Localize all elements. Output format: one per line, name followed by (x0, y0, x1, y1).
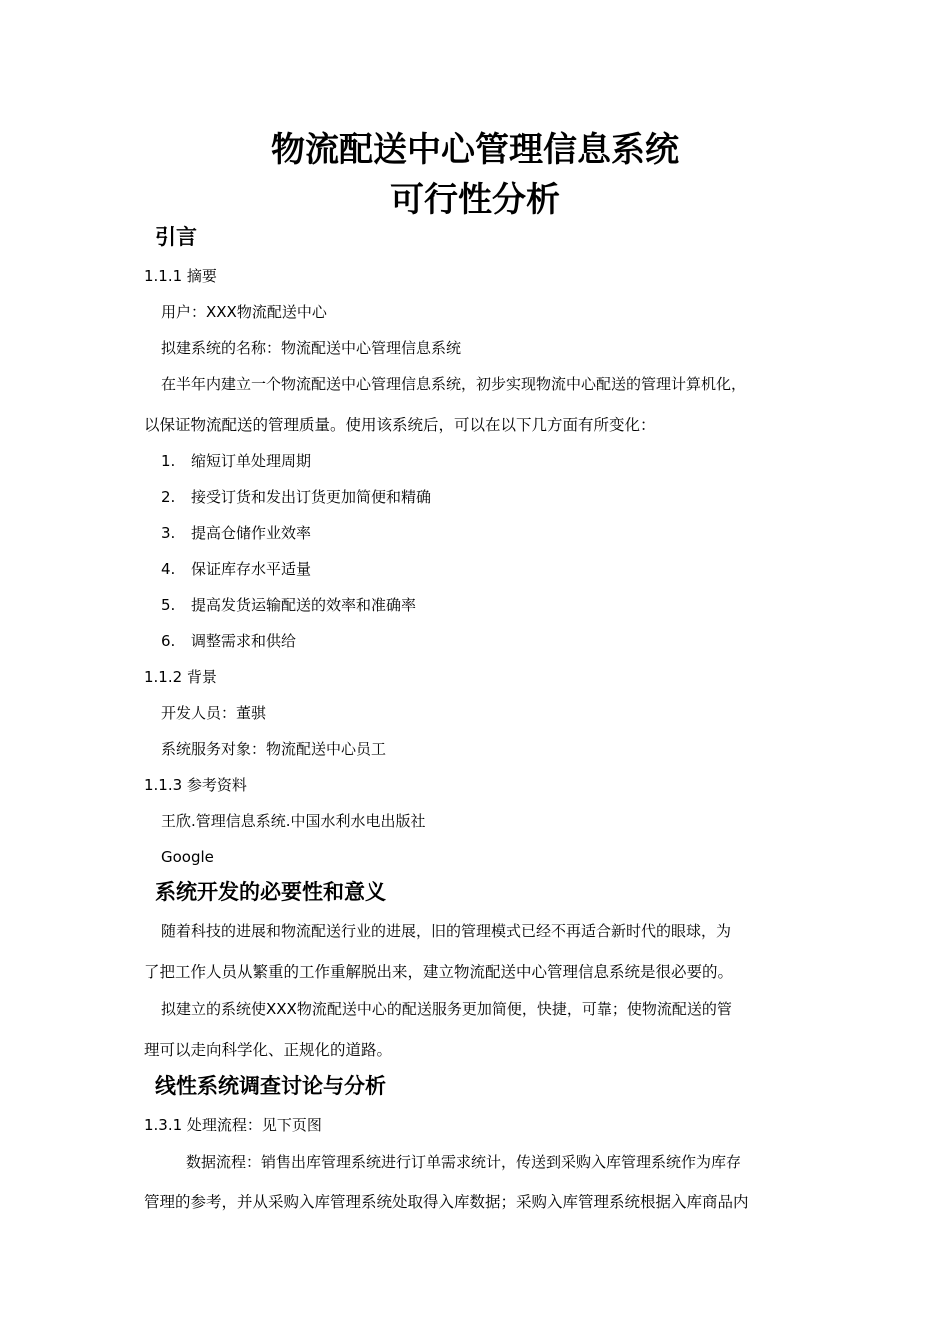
list-item-text: 调整需求和供给 (191, 632, 297, 650)
summary-paragraph-line2: 以保证物流配送的管理质量。使用该系统后，可以在以下几方面有所变化： (144, 416, 656, 434)
background-developer: 开发人员：董骐 (161, 704, 267, 722)
subsection-heading-references: 1.1.3 参考资料 (144, 776, 247, 794)
section-heading-necessity: 系统开发的必要性和意义 (155, 880, 386, 904)
subsection-heading-background: 1.1.2 背景 (144, 668, 217, 686)
list-item-number: 4. (161, 560, 176, 578)
subsection-heading-summary: 1.1.1 摘要 (144, 267, 217, 285)
summary-user: 用户：XXX物流配送中心 (161, 303, 327, 321)
list-item-number: 3. (161, 524, 176, 542)
section-heading-intro: 引言 (155, 225, 197, 249)
section-heading-survey: 线性系统调查讨论与分析 (155, 1074, 386, 1098)
list-item-text: 保证库存水平适量 (191, 560, 312, 578)
list-item-number: 5. (161, 596, 176, 614)
background-audience: 系统服务对象：物流配送中心员工 (161, 740, 387, 758)
data-flow-paragraph-line1: 数据流程：销售出库管理系统进行订单需求统计，传送到采购入库管理系统作为库存 (186, 1153, 742, 1171)
list-item-text: 缩短订单处理周期 (191, 452, 312, 470)
list-item-text: 提高仓储作业效率 (191, 524, 312, 542)
list-item-text: 提高发货运输配送的效率和准确率 (191, 596, 417, 614)
document-title-line2: 可行性分析 (390, 180, 560, 220)
necessity-paragraph2-line1: 拟建立的系统使XXX物流配送中心的配送服务更加简便，快捷，可靠；使物流配送的管 (161, 1000, 732, 1018)
summary-paragraph-line1: 在半年内建立一个物流配送中心管理信息系统，初步实现物流中心配送的管理计算机化， (161, 375, 747, 393)
list-item (161, 595, 416, 615)
necessity-paragraph1-line1: 随着科技的进展和物流配送行业的进展，旧的管理模式已经不再适合新时代的眼球，为 (161, 922, 732, 940)
list-item-number: 2. (161, 488, 176, 506)
document-title-line1: 物流配送中心管理信息系统 (271, 130, 679, 170)
list-item (161, 451, 311, 471)
necessity-paragraph1-line2: 了把工作人员从繁重的工作重解脱出来，建立物流配送中心管理信息系统是很必要的。 (144, 963, 734, 981)
list-item (161, 631, 296, 651)
list-item-number: 6. (161, 632, 176, 650)
list-item (161, 559, 311, 579)
list-item-number: 1. (161, 452, 176, 470)
reference-item: Google (161, 848, 214, 866)
reference-item: 王欣.管理信息系统.中国水利水电出版社 (161, 812, 426, 830)
list-item-text: 接受订货和发出订货更加简便和精确 (191, 488, 432, 506)
summary-system-name: 拟建系统的名称：物流配送中心管理信息系统 (161, 339, 462, 357)
list-item (161, 487, 431, 507)
list-item (161, 523, 311, 543)
subsection-heading-process-flow: 1.3.1 处理流程：见下页图 (144, 1116, 322, 1134)
necessity-paragraph2-line2: 理可以走向科学化、正规化的道路。 (144, 1041, 393, 1059)
data-flow-paragraph-line2: 管理的参考，并从采购入库管理系统处取得入库数据；采购入库管理系统根据入库商品内 (144, 1193, 749, 1211)
